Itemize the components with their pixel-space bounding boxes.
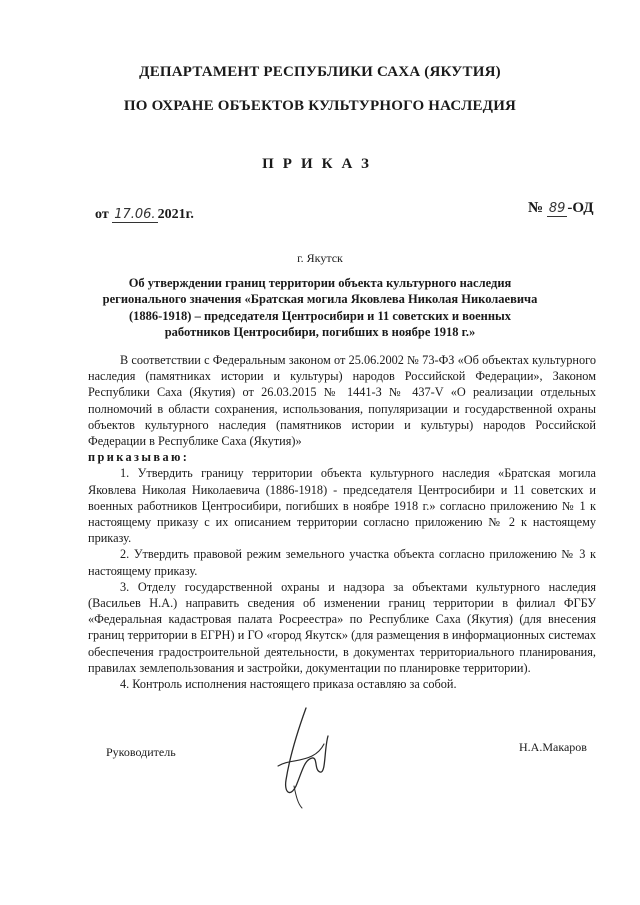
order-body	[88, 352, 596, 692]
preamble-paragraph: В соответствии с Федеральным законом от 25.06.2002 № 73-ФЗ «Об объектах культурного наследия (памятниках истории и культуры) народов Российской Федерации», Законом Республики Саха (Якутия) от 26.03.2015 № 1441-З № 437-V «О реализации отдельных полномочий в области сохранения, использования, популяризации и государственной охраны объектов культурного наследия (памятников истории и культуры) народов Российской Федерации в Республике Саха (Якутия)»	[88, 353, 596, 449]
date-prefix: от	[95, 207, 109, 222]
order-item-4: 4. Контроль исполнения настоящего приказа оставляю за собой.	[120, 677, 457, 692]
signatory-role: Руководитель	[106, 745, 176, 759]
order-item-3: 3. Отделу государственной охраны и надзора за объектами культурного наследия (Васильев Н.А.) направить сведения об изменении границ территории в филиал ФГБУ «Федеральная кадастровая палата Росреестра» по Республике Саха (Якутия) (для внесения границ территории в ЕГРН) и ГО «город Якутск» (для размещения в информационных системах обеспечения градостроительной деятельности, в документах территориального планирования, правилах землепользования и застройки, документации по планировке территории).	[88, 579, 596, 675]
order-subject: Об утверждении границ территории объекта культурного наследия регионального значения «Братская могила Яковлева Николая Николаевича (1886-1918) – председателя Центросибири и 11 советских и военных работников Центросибири, погибших в ноябре 1918 г.»	[102, 276, 538, 339]
order-title: ПРИКАЗ	[262, 156, 378, 172]
number-handwritten: 89	[548, 201, 566, 216]
order-item-2: 2. Утвердить правовой режим земельного участка объекта согласно приложению № 3 к настоящему приказу.	[88, 547, 596, 578]
order-item-1: 1. Утвердить границу территории объекта культурного наследия «Братская могила Яковлева Николая Николаевича (1886-1918) - председателя Центросибири и 11 советских и военных работников Центросибири, погибших в ноябре 1918 г.» согласно приложению № 1 к настоящему приказу с их описанием территории согласно приложению № 2 к настоящему приказу.	[88, 466, 596, 546]
date-suffix: 2021г.	[157, 207, 194, 222]
date-handwritten: 17.06.	[114, 207, 156, 222]
department-name-line1: ДЕПАРТАМЕНТ РЕСПУБЛИКИ САХА (ЯКУТИЯ)	[139, 64, 501, 80]
handwritten-signature	[268, 700, 348, 810]
number-suffix: -ОД	[567, 200, 594, 216]
signatory-name: Н.А.Макаров	[519, 740, 587, 754]
prikazyvayu-label: приказываю:	[88, 450, 190, 465]
number-prefix: №	[528, 200, 544, 216]
city-label: г. Якутск	[297, 251, 343, 265]
order-number	[528, 200, 594, 217]
order-date	[95, 207, 194, 223]
department-name-line2: ПО ОХРАНЕ ОБЪЕКТОВ КУЛЬТУРНОГО НАСЛЕДИЯ	[123, 98, 517, 114]
